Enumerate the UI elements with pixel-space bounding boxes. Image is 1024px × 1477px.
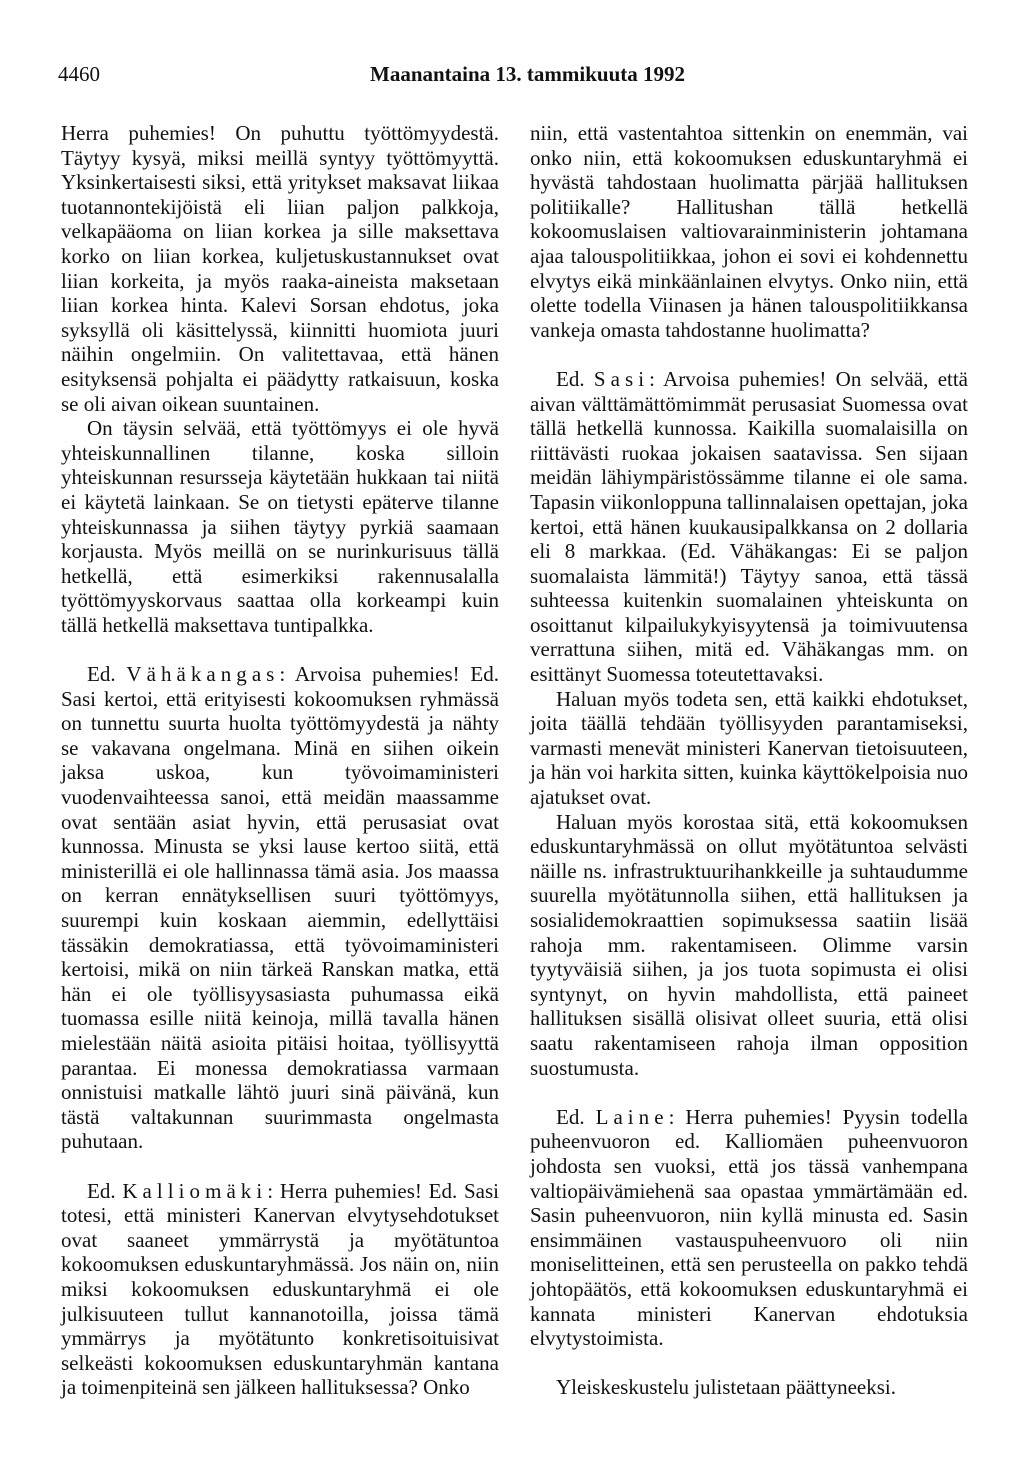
speech-vahakangas <box>61 662 499 1154</box>
running-title-date: Maanantaina 13. tammikuuta 1992 <box>370 62 686 86</box>
speaker-name: Vähäkangas <box>126 662 280 687</box>
speech-text: : Herra puhemies! Pyysin todella puheenvuoron ed. Kalliomäen puheenvuoron johdosta sen vuoksi, että jos tässä vanhempana valtiopäivämiehenä saa opastaa ymmärtämään ed. Sasin puheenvuoron, niin kyllä minusta ed. Sasin ensimmäinen vastauspuheenvuoro oli niin moniselitteinen, että sen perusteella on pakko tehdä johtopäätös, että kokoomuksen eduskuntaryhmä ei kannata ministeri Kanervan ehdotuksia elvytystoimista. <box>530 1104 969 1351</box>
speaker-prefix: Ed. <box>556 366 594 391</box>
left-column <box>61 121 499 1400</box>
speech-text: : Herra puhemies! Ed. Sasi totesi, että ministeri Kanervan elvytysehdotukset ovat saaneet ymmärrystä ja myötätuntoa kokoomuksen eduskuntaryhmässä. Jos näin on, niin miksi kokoomuksen eduskuntaryhmä ei ole julkisuuteen tullut kannanotoilla, joissa tämä ymmärrys ja myötätunto konkretisoituisivat selkeästi kokoomuksen eduskuntaryhmän kantana ja toimenpiteinä sen jälkeen hallituksessa? Onko <box>61 1178 499 1400</box>
speaker-name: Sasi <box>593 366 650 391</box>
paragraph: Haluan myös korostaa sitä, että kokoomuksen eduskuntaryhmässä on ollut myötätuntoa selvästi näille ns. infrastruktuurihankkeille ja suhtaudumme suurella myötätunnolla siihen, että hallituksen ja sosialidemokraattien sopimuksessa saatiin lisää rahoja mm. rakentamiseen. Olimme varsin tyytyväisiä siihen, ja jos tuota sopimusta ei olisi syntynyt, on hyvin mahdollista, että paineet hallituksen sisällä olisivat olleet suuria, että olisi saatu rakentamiseen rahoja ilman opposition suostumusta. <box>530 809 968 1080</box>
paragraph: On täysin selvää, että työttömyys ei ole hyvä yhteiskunnallinen tilanne, koska silloin yhteiskunnan resursseja käytetään hukkaan tai niitä ei käytetä lainkaan. Se on tietysti epäterve tilanne yhteiskunnassa ja siihen täytyy pyrkiä saamaan korjausta. Myös meillä on se nurinkurisuus tällä hetkellä, että esimerkiksi rakennusalalla työttömyyskorvaus saattaa olla korkeampi kuin tällä hetkellä maksettava tuntipalkka. <box>61 416 499 637</box>
right-column <box>530 121 968 1400</box>
page-number: 4460 <box>58 62 100 86</box>
speaker-prefix: Ed. <box>556 1104 596 1129</box>
speech-laine <box>530 1105 968 1351</box>
speaker-prefix: Ed. <box>87 662 127 687</box>
speaker-name: Laine <box>595 1104 669 1129</box>
speech-text: : Arvoisa puhemies! On selvää, että aivan välttämättömimmät perusasiat Suomessa ovat tällä hetkellä kunnossa. Kaikilla suomalaisilla on riittävästi ruokaa jokaisen saatavissa. Sen sijaan meidän lähiympäristössämme tilanne ei ole sama. Tapasin viikonloppuna tallinnalaisen opettajan, joka kertoi, että hänen kuukausipalkkansa on 2 dollaria eli 8 markkaa. (Ed. Vähäkangas: Ei se paljon suomalaista lämmitä!) Täytyy sanoa, että tässä suhteessa kuitenkin suomalainen yhteiskunta on osoittanut kilpailukykyisyytensä ja toimivuutensa verrattuna siihen, mitä ed. Vähäkangas mm. on esittänyt Suomessa toteutettavaksi. <box>530 366 969 687</box>
page-header <box>58 62 958 92</box>
paragraph: niin, että vastentahtoa sittenkin on enemmän, vai onko niin, että kokoomuksen eduskuntaryhmä ei hyvästä tahdostaan huolimatta pärjää hallituksen politiikalle? Hallitushan tällä hetkellä kokoomuslaisen valtiovarainministerin johtamana ajaa talouspolitiikkaa, johon ei sovi ei kohdennettu elvytys eikä minkäänlainen elvytys. Onko niin, että olette todella Viinasen ja hänen talouspolitiikkansa vankeja omasta tahdostanne huolimatta? <box>530 121 968 342</box>
speech-sasi <box>530 367 968 687</box>
speaker-prefix: Ed. <box>87 1178 123 1203</box>
closing-statement: Yleiskeskustelu julistetaan päättyneeksi. <box>556 1375 896 1400</box>
paragraph: Herra puhemies! On puhuttu työttömyydestä. Täytyy kysyä, miksi meillä syntyy työttömyyttä. Yksinkertaisesti siksi, että yritykset maksavat liikaa tuotannontekijöistä eli liian paljon palkkoja, velkapääoma on liian korkea ja sille maksettava korko on liian korkea, kuljetuskustannukset ovat liian korkeita, ja myös raaka-aineista maksetaan liian korkea hinta. Kalevi Sorsan ehdotus, joka syksyllä oli käsittelyssä, kiinnitti huomiota juuri näihin ongelmiin. On valitettavaa, että hänen esityksensä pohjalta ei päädytty ratkaisuun, koska se oli aivan oikean suuntainen. <box>61 121 499 416</box>
speech-text: : Arvoisa puhemies! Ed. Sasi kertoi, että erityisesti kokoomuksen ryhmässä on tunnettu suurta huolta työttömyydestä ja nähty se vakavana ongelmana. Minä en siihen oikein jaksa uskoa, kun työvoimaministeri vuodenvaihteessa sanoi, että meidän maassamme ovat sentään asiat hyvin, että perusasiat ovat kunnossa. Minusta se yksi lause kertoo siitä, että ministerillä ei ole hallinnassa tämä asia. Jos maassa on kerran ennätyksellisen suuri työttömyys, suurempi kuin koskaan aiemmin, edellyttäisi tässäkin demokratiassa, että työvoimaministeri kertoisi, mikä on niin tärkeä Ranskan matka, että hän ei ole työllisyysasiasta puhumassa eikä tuomassa esille niitä keinoja, millä tavalla hänen mielestään näitä asioita pitäisi hoitaa, työllisyyttä parantaa. Ei monessa demokratiassa varmaan onnistuisi matkalle lähtö juuri sinä päivänä, kun tästä valtakunnan suurimmasta ongelmasta puhutaan. <box>61 662 500 1154</box>
speaker-name: Kalliomäki <box>122 1178 268 1203</box>
paragraph: Haluan myös todeta sen, että kaikki ehdotukset, joita täällä tehdään työllisyyden parantamiseksi, varmasti menevät ministeri Kanervan tietoisuuteen, ja hän voi harkita sitten, kuinka käyttökelpoisia nuo ajatukset ovat. <box>530 686 968 810</box>
speech-kalliomaki <box>61 1179 499 1400</box>
